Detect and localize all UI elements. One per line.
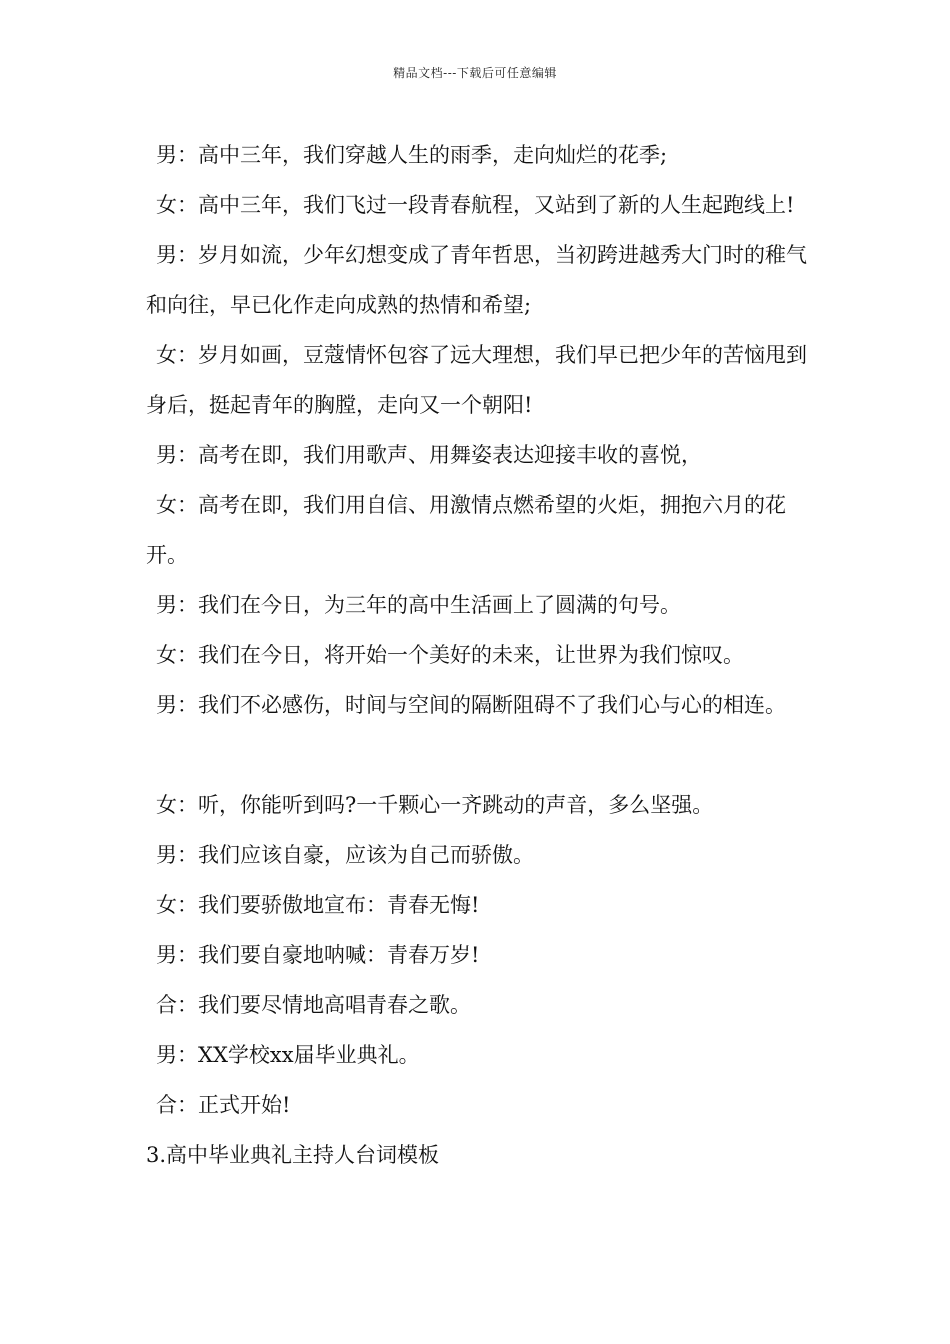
dialogue-line: 女：高考在即，我们用自信、用激情点燃希望的火炬，拥抱六月的花开。 — [146, 493, 786, 567]
dialogue-line: 女：听，你能听到吗?一千颗心一齐跳动的声音，多么坚强。 — [156, 793, 714, 817]
dialogue-line: 男：XX学校xx届毕业典礼。 — [156, 1043, 420, 1067]
dialogue-line: 男：高考在即，我们用歌声、用舞姿表达迎接丰收的喜悦， — [156, 443, 702, 467]
dialogue-line: 女：我们在今日，将开始一个美好的未来，让世界为我们惊叹。 — [156, 643, 744, 667]
page-header: 精品文档---下载后可任意编辑 — [393, 66, 557, 80]
document-body — [146, 130, 826, 1180]
dialogue-line: 合：正式开始! — [156, 1093, 291, 1117]
dialogue-line: 合：我们要尽情地高唱青春之歌。 — [156, 993, 471, 1017]
dialogue-line: 男：我们要自豪地呐喊：青春万岁! — [156, 943, 480, 967]
dialogue-line: 女：我们要骄傲地宣布：青春无悔! — [156, 893, 480, 917]
section-heading: 3.高中毕业典礼主持人台词模板 — [146, 1143, 440, 1167]
dialogue-line: 男：我们不必感伤，时间与空间的隔断阻碍不了我们心与心的相连。 — [156, 693, 786, 717]
dialogue-line: 女：高中三年，我们飞过一段青春航程，又站到了新的人生起跑线上! — [156, 193, 795, 217]
blank-line — [146, 730, 826, 780]
dialogue-line: 男：我们应该自豪，应该为自己而骄傲。 — [156, 843, 534, 867]
dialogue-line: 男：高中三年，我们穿越人生的雨季，走向灿烂的花季; — [156, 143, 668, 167]
dialogue-line: 男：我们在今日，为三年的高中生活画上了圆满的句号。 — [156, 593, 681, 617]
dialogue-line: 女：岁月如画，豆蔻情怀包容了远大理想，我们早已把少年的苦恼甩到身后，挺起青年的胸膛，走向又一个朝阳! — [146, 343, 807, 417]
dialogue-line: 男：岁月如流，少年幻想变成了青年哲思，当初跨进越秀大门时的稚气和向往，早已化作走向成熟的热情和希望; — [146, 243, 807, 317]
